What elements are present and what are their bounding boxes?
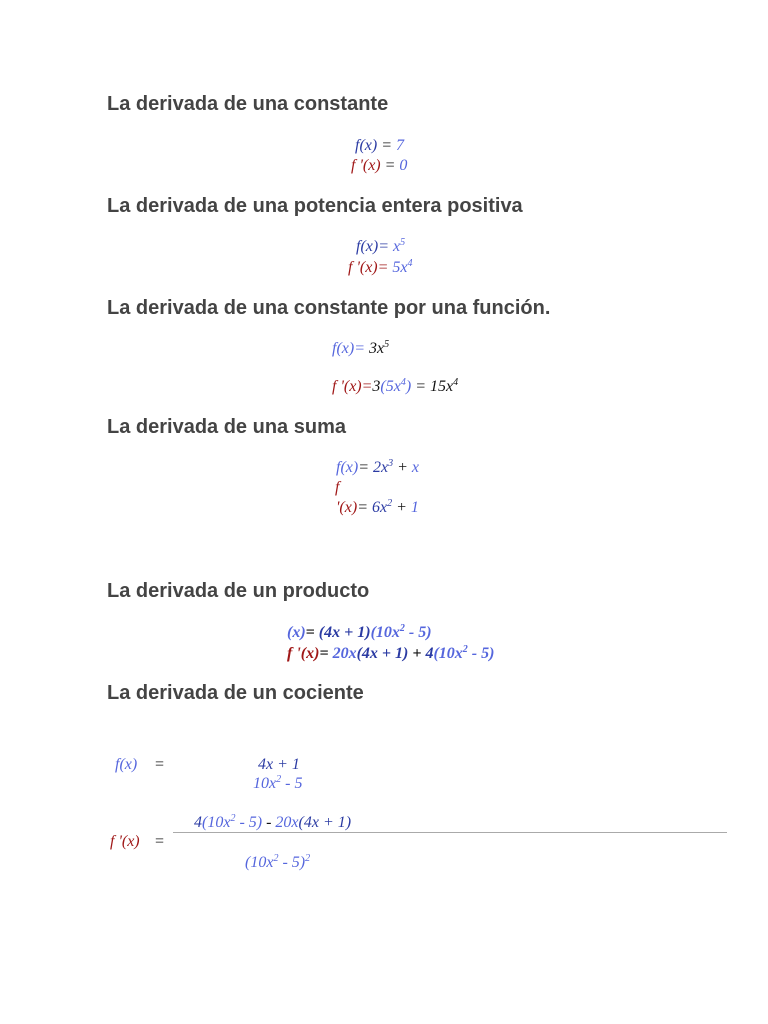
equals: = bbox=[381, 137, 392, 154]
formula-fprime-potencia bbox=[348, 258, 413, 278]
heading-producto: La derivada de un producto bbox=[107, 580, 370, 602]
heading-constante-por-funcion: La derivada de una constante por una función. bbox=[107, 297, 551, 319]
heading-constante: La derivada de una constante bbox=[107, 93, 389, 115]
num-d: (4x + 1) bbox=[298, 814, 352, 831]
num-b: $(10x^2 - 5)$ bbox=[202, 813, 263, 831]
cociente-f-label: f(x) bbox=[115, 756, 138, 773]
equals: = bbox=[384, 157, 396, 174]
cociente-f-denominator: $10x^2 - 5$ bbox=[253, 774, 303, 792]
formula-fprime-constante bbox=[351, 156, 407, 176]
equals: = bbox=[357, 499, 368, 516]
f-label: f(x)= bbox=[332, 340, 365, 357]
f-value: 7 bbox=[396, 137, 404, 154]
term-c: 4 bbox=[425, 645, 434, 662]
term-a: 20x bbox=[332, 645, 357, 662]
f-label: f(x) bbox=[336, 459, 359, 476]
heading-suma: La derivada de una suma bbox=[107, 416, 346, 438]
formula-f-constante bbox=[355, 136, 404, 156]
cociente-fprime-equals: = bbox=[155, 833, 165, 850]
term-1: $6x^2$ bbox=[371, 498, 393, 516]
formula-fprime-producto bbox=[287, 644, 494, 664]
plus: + bbox=[396, 499, 407, 516]
heading-potencia: La derivada de una potencia entera positiva bbox=[107, 195, 523, 217]
cociente-f-equals: = bbox=[155, 756, 165, 773]
fprime-f-letter: f bbox=[335, 479, 340, 496]
num-a: 4 bbox=[194, 814, 202, 831]
fprime-value: 0 bbox=[399, 157, 408, 174]
term-1: $2x^3$ bbox=[373, 458, 394, 476]
formula-fprime-suma bbox=[336, 498, 419, 518]
equals: = bbox=[415, 378, 426, 395]
plus: + bbox=[412, 645, 422, 662]
formula-f-suma bbox=[336, 458, 419, 478]
equals: = bbox=[319, 645, 329, 662]
formula-f-potencia bbox=[356, 237, 405, 257]
term-d: $(10x^2 - 5)$ bbox=[433, 644, 495, 662]
f-label: f(x) bbox=[355, 137, 378, 154]
coefficient: 3 bbox=[372, 378, 381, 395]
cociente-fprime-denominator: $(10x^2 - 5)^2$ bbox=[245, 853, 311, 871]
factor-1: (4x + 1) bbox=[318, 624, 371, 641]
fprime-label: '(x) bbox=[336, 499, 358, 516]
term-b: (4x + 1) bbox=[356, 645, 409, 662]
formula-fprime-const-func bbox=[332, 377, 458, 397]
formula-f-producto bbox=[287, 623, 432, 643]
equals: = bbox=[358, 459, 369, 476]
minus: - bbox=[266, 814, 272, 831]
term-2: x bbox=[411, 459, 420, 476]
fprime-label: f '(x) bbox=[287, 645, 320, 662]
formula-f-const-func bbox=[332, 339, 389, 359]
result: $15x^4$ bbox=[429, 377, 459, 395]
f-term: $x^5$ bbox=[393, 237, 406, 255]
f-label: f(x)= bbox=[356, 238, 389, 255]
cociente-f-numerator: 4x + 1 bbox=[258, 756, 300, 773]
plus: + bbox=[397, 459, 408, 476]
equals: = bbox=[305, 624, 315, 641]
f-term: $3x^5$ bbox=[369, 339, 390, 357]
factor-2: $(10x^2 - 5)$ bbox=[370, 623, 432, 641]
fprime-label: f '(x)= bbox=[348, 259, 389, 276]
fprime-term: $5x^4$ bbox=[392, 258, 413, 276]
fprime-label: f '(x) bbox=[351, 157, 381, 174]
f-label: (x) bbox=[287, 624, 306, 641]
fprime-label: f '(x)= bbox=[332, 378, 373, 395]
num-c: 20x bbox=[275, 814, 299, 831]
fraction-bar bbox=[173, 832, 727, 833]
cociente-fprime-numerator bbox=[194, 813, 351, 833]
heading-cociente: La derivada de un cociente bbox=[107, 682, 364, 704]
cociente-fprime-label: f '(x) bbox=[110, 833, 140, 850]
term-2: 1 bbox=[410, 499, 419, 516]
inner-derivative: $(5x^4)$ bbox=[380, 377, 412, 395]
